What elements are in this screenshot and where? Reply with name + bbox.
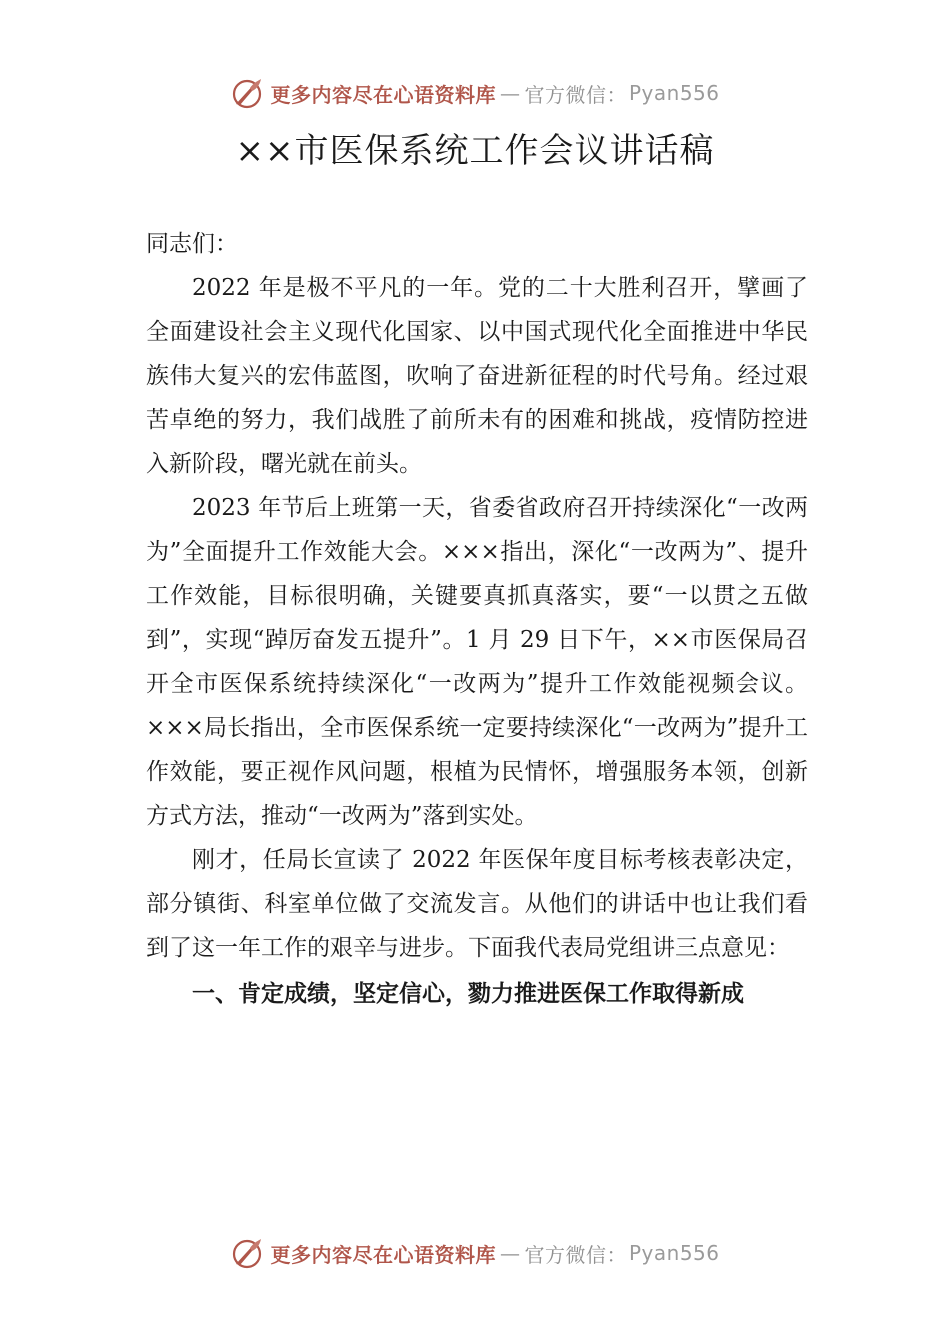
- watermark-separator: —: [499, 1241, 521, 1265]
- watermark-wechat-label: 官方微信：: [524, 82, 627, 107]
- quill-pen-logo-icon: [230, 76, 264, 110]
- footer-watermark: [0, 1233, 950, 1273]
- watermark-wechat-id: Pyan556: [628, 81, 720, 105]
- watermark-wechat-id: Pyan556: [628, 1241, 720, 1265]
- document-title: ××市医保系统工作会议讲话稿: [235, 131, 715, 171]
- watermark-brand: 更多内容尽在心语资料库: [270, 82, 496, 107]
- watermark-wechat-label: 官方微信：: [524, 1242, 627, 1267]
- quill-pen-logo-icon: [230, 1236, 264, 1270]
- document-body: [146, 222, 808, 1016]
- watermark-separator: —: [499, 81, 521, 105]
- paragraph-1: 2022 年是极不平凡的一年。党的二十大胜利召开，擘画了全面建设社会主义现代化国家、以中国式现代化全面推进中华民族伟大复兴的宏伟蓝图，吹响了奋进新征程的时代号角。经过艰苦卓绝的努力，我们战胜了前所未有的困难和挑战，疫情防控进入新阶段，曙光就在前头。: [146, 275, 808, 477]
- paragraph-2: 2023 年节后上班第一天，省委省政府召开持续深化“一改两为”全面提升工作效能大会。×××指出，深化“一改两为”、提升工作效能，目标很明确，关键要真抓真落实，要“一以贯之五做到”，实现“踔厉奋发五提升”。1 月 29 日下午，××市医保局召开全市医保系统持续深化“一改两为”提升工作效能视频会议。×××局长指出，全市医保系统一定要持续深化“一改两为”提升工作效能，要正视作风问题，根植为民情怀，增强服务本领，创新方式方法，推动“一改两为”落到实处。: [146, 495, 808, 829]
- section-heading-1: 一、肯定成绩，坚定信心，勠力推进医保工作取得新成: [192, 981, 744, 1007]
- header-watermark: [0, 73, 950, 113]
- salutation: 同志们：: [146, 231, 238, 257]
- watermark-brand: 更多内容尽在心语资料库: [270, 1242, 496, 1267]
- paragraph-3: 刚才，任局长宣读了 2022 年医保年度目标考核表彰决定，部分镇街、科室单位做了交流发言。从他们的讲话中也让我们看到了这一年工作的艰辛与进步。下面我代表局党组讲三点意见：: [146, 847, 808, 961]
